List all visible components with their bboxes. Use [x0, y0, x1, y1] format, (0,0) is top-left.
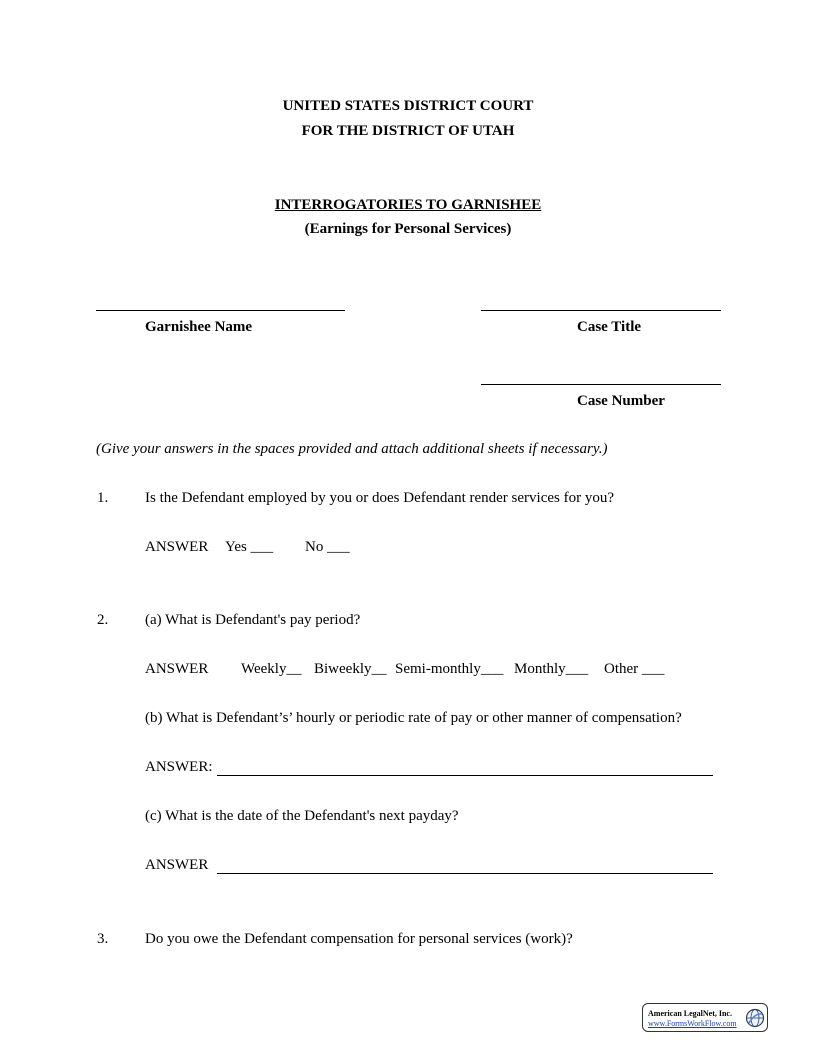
q3-text: Do you owe the Defendant compensation for personal services (work)? [145, 931, 573, 947]
q1-answer-label: ANSWER [145, 539, 209, 555]
case-title-line[interactable] [481, 310, 721, 311]
q2a-semimonthly-option[interactable]: Semi-monthly___ [395, 661, 504, 677]
q2c-text: (c) What is the date of the Defendant's next payday? [145, 808, 459, 824]
q2b-answer-line[interactable] [217, 775, 713, 776]
logo-url[interactable]: www.FormsWorkFlow.com [648, 1019, 737, 1028]
court-name: UNITED STATES DISTRICT COURT [282, 98, 534, 114]
garnishee-name-line[interactable] [96, 310, 345, 311]
q1-number: 1. [97, 490, 109, 506]
instructions: (Give your answers in the spaces provided and attach additional sheets if necessary.) [96, 441, 608, 457]
globe-icon [745, 1008, 765, 1028]
q1-yes-option[interactable]: Yes ___ [225, 539, 274, 555]
logo-company: American LegalNet, Inc. [648, 1009, 732, 1018]
case-number-line[interactable] [481, 384, 721, 385]
form-title [0, 197, 816, 214]
q2a-text: (a) What is Defendant's pay period? [145, 612, 361, 628]
q2c-answer-line[interactable] [217, 873, 713, 874]
form-subtitle: (Earnings for Personal Services) [304, 221, 512, 237]
q2a-other-option[interactable]: Other ___ [604, 661, 665, 677]
q1-no-option[interactable]: No ___ [305, 539, 350, 555]
q2a-answer-label: ANSWER [145, 661, 209, 677]
q2a-weekly-option[interactable]: Weekly__ [241, 661, 302, 677]
q2b-text: (b) What is Defendant’s’ hourly or periodic rate of pay or other manner of compensation? [145, 710, 682, 726]
q2-number: 2. [97, 612, 109, 628]
case-title-label: Case Title [577, 319, 642, 335]
form-title-text: INTERROGATORIES TO GARNISHEE [274, 197, 542, 213]
q2c-answer-label: ANSWER [145, 857, 209, 873]
case-number-label: Case Number [577, 393, 665, 409]
footer-logo [642, 1003, 768, 1032]
court-district: FOR THE DISTRICT OF UTAH [301, 123, 515, 139]
q1-text: Is the Defendant employed by you or does Defendant render services for you? [145, 490, 614, 506]
garnishee-name-label: Garnishee Name [145, 319, 253, 335]
q2a-monthly-option[interactable]: Monthly___ [514, 661, 589, 677]
q2b-answer-label: ANSWER: [145, 759, 213, 775]
q3-number: 3. [97, 931, 109, 947]
q2a-biweekly-option[interactable]: Biweekly__ [314, 661, 387, 677]
